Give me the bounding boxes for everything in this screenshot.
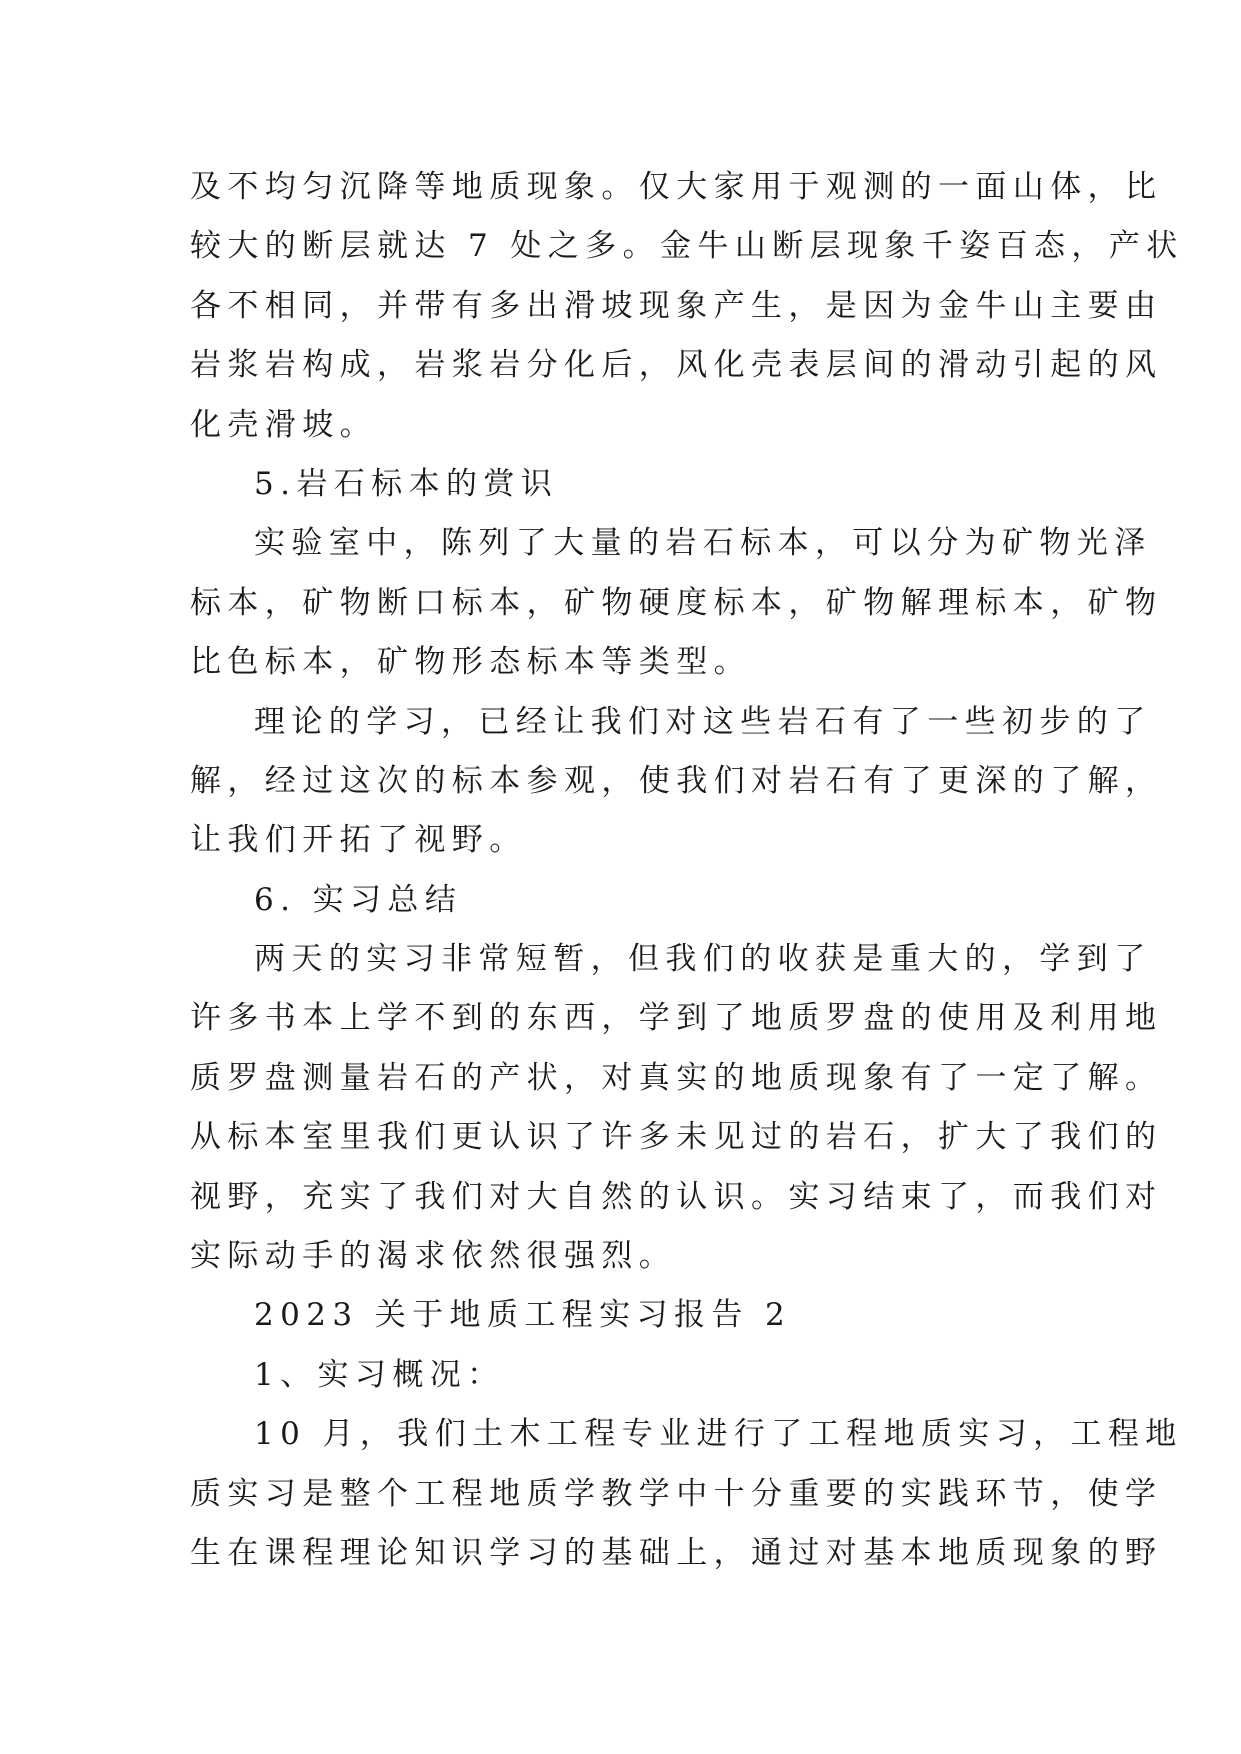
text-line: 两天的实习非常短暂，但我们的收获是重大的，学到了 xyxy=(254,941,1152,978)
text-line: 从标本室里我们更认识了许多未见过的岩石，扩大了我们的 xyxy=(190,1119,1163,1156)
section-heading-summary xyxy=(190,871,1070,930)
text-line: 许多书本上学不到的东西，学到了地质罗盘的使用及利用地 xyxy=(190,1000,1163,1037)
text-line: 解，经过这次的标本参观，使我们对岩石有了更深的了解， xyxy=(190,762,1163,799)
text-line: 质实习是整个工程地质学教学中十分重要的实践环节，使学 xyxy=(190,1475,1163,1512)
text-line: 实验室中，陈列了大量的岩石标本，可以分为矿物光泽 xyxy=(254,525,1152,562)
document-body xyxy=(190,158,1184,1583)
text-line: 实际动手的渴求依然很强烈。 xyxy=(190,1238,677,1275)
paragraph-lab-specimens xyxy=(190,514,1163,692)
heading-text: 5.岩石标本的赏识 xyxy=(254,465,559,502)
heading-text: 6. 实习总结 xyxy=(254,881,463,918)
text-line: 视野，充实了我们对大自然的认识。实习结束了，而我们对 xyxy=(190,1178,1163,1215)
section-heading-rock-specimens xyxy=(190,455,1070,514)
text-line: 化壳滑坡。 xyxy=(190,406,377,443)
report-title xyxy=(190,1286,1070,1345)
text-line: 岩浆岩构成，岩浆岩分化后，风化壳表层间的滑动引起的风 xyxy=(190,347,1163,384)
text-line: 质罗盘测量岩石的产状，对真实的地质现象有了一定了解。 xyxy=(190,1059,1163,1096)
text-line: 各不相同，并带有多出滑坡现象产生，是因为金牛山主要由 xyxy=(190,287,1163,324)
text-line: 理论的学习，已经让我们对这些岩石有了一些初步的了 xyxy=(254,703,1152,740)
text-line: 标本，矿物断口标本，矿物硬度标本，矿物解理标本，矿物 xyxy=(190,584,1163,621)
text-line: 及不均匀沉降等地质现象。仅大家用于观测的一面山体，比 xyxy=(190,169,1163,205)
paragraph-summary xyxy=(190,930,1163,1286)
paragraph-theory xyxy=(190,693,1163,871)
text-line: 较大的断层就达 7 处之多。金牛山断层现象千姿百态，产状 xyxy=(190,228,1184,265)
title-text: 2023 关于地质工程实习报告 2 xyxy=(254,1297,792,1334)
section-heading-overview xyxy=(190,1346,1070,1405)
text-line: 比色标本，矿物形态标本等类型。 xyxy=(190,644,751,681)
text-line: 生在课程理论知识学习的基础上，通过对基本地质现象的野 xyxy=(190,1534,1163,1571)
paragraph-landslide xyxy=(190,158,1184,455)
text-line: 让我们开拓了视野。 xyxy=(190,822,527,859)
text-line: 10 月，我们土木工程专业进行了工程地质实习，工程地 xyxy=(254,1416,1183,1453)
heading-text: 1、实习概况： xyxy=(254,1356,505,1393)
paragraph-overview xyxy=(190,1405,1183,1583)
